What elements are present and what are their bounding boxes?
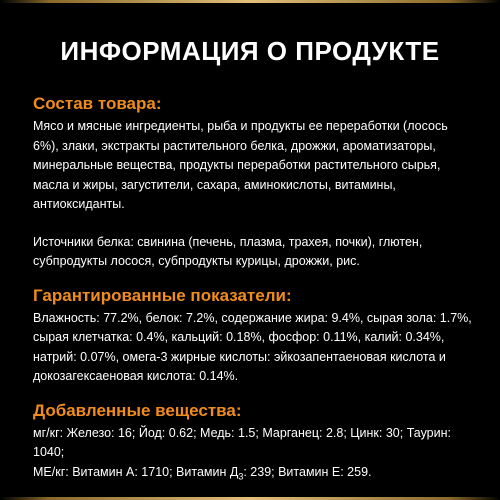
additives-me-prefix: МЕ/кг: Витамин А: 1710; Витамин Д <box>33 464 239 479</box>
additives-heading: Добавленные вещества: <box>33 400 242 420</box>
additives-me-suffix: : 239; Витамин Е: 259. <box>243 464 372 479</box>
page-title: ИНФОРМАЦИЯ О ПРОДУКТЕ <box>60 36 440 66</box>
composition-text: Мясо и мясные ингредиенты, рыба и продукты ее переработки (лосось 6%), злаки, экстракты растительного белка, дрожжи, ароматизаторы, минеральные вещества, продукты переработки растительного сырья, масла и жиры, загустители, сахара, аминокислоты, витамины, антиоксиданты. <box>33 119 448 211</box>
vitamin-d-subscript: 3 <box>238 471 244 481</box>
product-info-content <box>33 94 473 487</box>
guaranteed-heading: Гарантированные показатели: <box>33 285 292 305</box>
additives-me-text <box>33 463 473 487</box>
additives-mg-text: мг/кг: Железо: 16; Йод: 0.62; Медь: 1.5; Марганец: 2.8; Цинк: 30; Таурин: 1040; <box>33 425 451 459</box>
guaranteed-text: Влажность: 77.2%, белок: 7.2%, содержание жира: 9.4%, сырая зола: 1.7%, сырая клетчатка: 0.4%, кальций: 0.18%, фосфор: 0.11%, калий: 0.34%, натрий: 0.07%, омега-3 жирные кислоты: эйкозапентаеновая кислота и докозагексаеновая кислота: 0.14%. <box>33 310 472 383</box>
top-accent-bar <box>0 0 500 3</box>
protein-sources-text: Источники белка: свинина (печень, плазма, трахея, почки), глютен, субпродукты лосося, субпродукты курицы, дрожжи, рис. <box>33 234 423 268</box>
composition-heading: Состав товара: <box>33 94 162 113</box>
